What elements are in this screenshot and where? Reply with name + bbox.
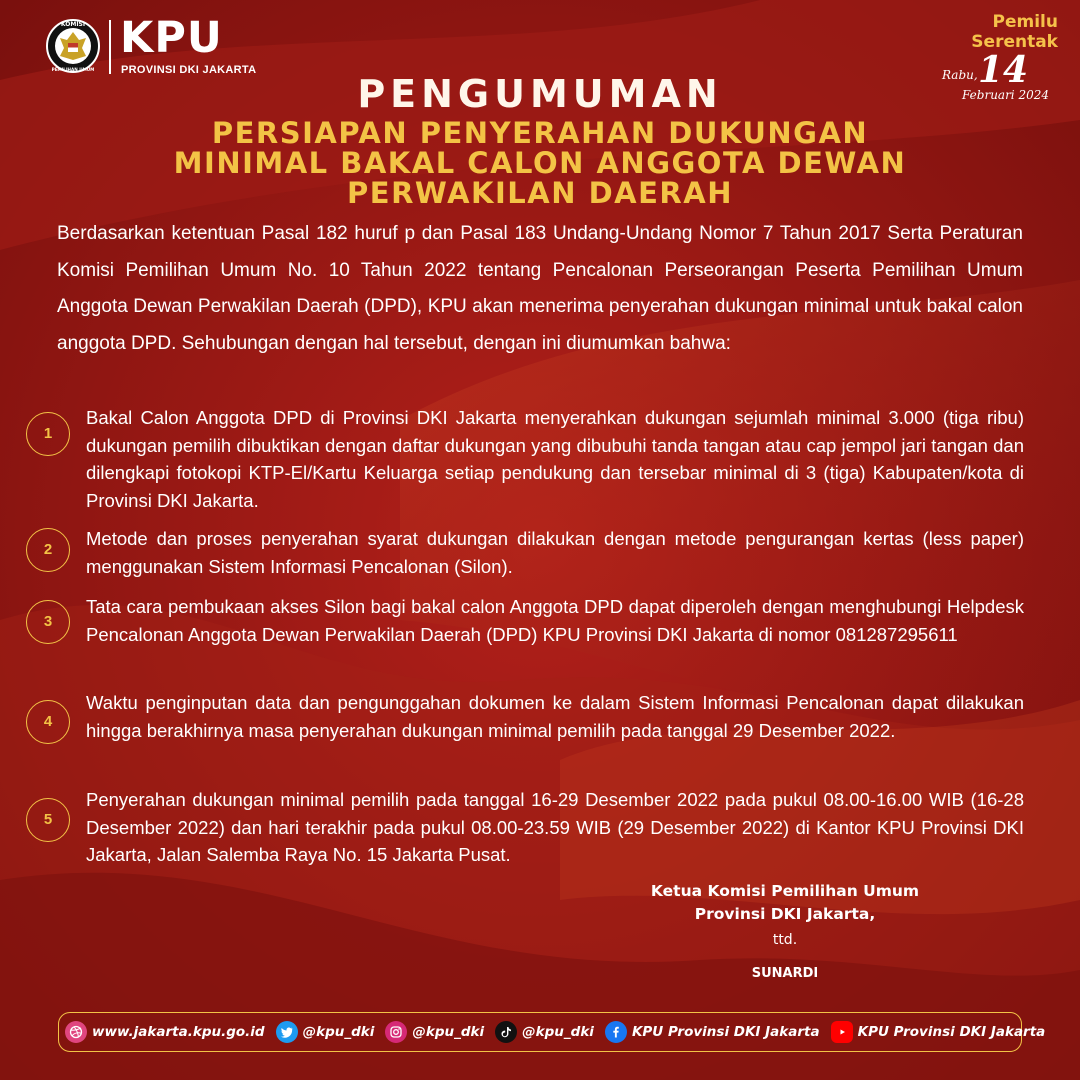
footer-tiktok-link[interactable] xyxy=(495,1021,594,1043)
item-number-badge: 1 xyxy=(26,412,70,456)
signature-ttd: ttd. xyxy=(772,932,798,948)
signature-title-line1: Ketua Komisi Pemilihan Umum xyxy=(650,882,920,900)
youtube-icon xyxy=(831,1021,853,1043)
emblem-label-top: KOMISI xyxy=(60,21,86,28)
footer-youtube-link[interactable] xyxy=(831,1021,1046,1043)
signature-title-line2: Provinsi DKI Jakarta, xyxy=(694,905,876,923)
kpu-logo-text: KPU xyxy=(120,13,223,63)
dribbble-icon xyxy=(65,1021,87,1043)
logo-divider xyxy=(109,20,111,74)
pemilu-month-year: Februari 2024 xyxy=(962,88,1049,102)
pemilu-title-line2: Serentak xyxy=(971,32,1058,52)
footer-youtube-text: KPU Provinsi DKI Jakarta xyxy=(857,1024,1046,1040)
footer-website-link[interactable] xyxy=(65,1021,265,1043)
item-number-badge: 3 xyxy=(26,600,70,644)
item-number-badge: 5 xyxy=(26,798,70,842)
kpu-emblem-logo xyxy=(46,16,100,76)
footer-tiktok-text: @kpu_dki xyxy=(522,1024,594,1040)
twitter-icon xyxy=(276,1021,298,1043)
pemilu-day: Rabu, xyxy=(942,68,978,82)
footer-twitter-text: @kpu_dki xyxy=(302,1024,375,1040)
subtitle-line-2: MINIMAL BAKAL CALON ANGGOTA DEWAN xyxy=(173,146,907,180)
footer-social-bar xyxy=(58,1012,1046,1052)
item-text: Waktu penginputan data dan pengunggahan dokumen ke dalam Sistem Informasi Pencalonan dapat dilakukan hingga berakhirnya masa penyerahan dukungan minimal pemilih pada tanggal 29 Desember 2022. xyxy=(86,692,1024,741)
item-text: Metode dan proses penyerahan syarat dukungan dilakukan dengan metode pengurangan kertas (less paper) menggunakan Sistem Informasi Pencalonan (Silon). xyxy=(86,528,1024,577)
item-text: Bakal Calon Anggota DPD di Provinsi DKI Jakarta menyerahkan dukungan sejumlah minimal 3.000 (tiga ribu) dukungan pemilih dibuktikan dengan daftar dukungan yang dibubuhi tanda tangan atau cap jempol jari tangan dan dilengkapi fotokopi KTP-El/Kartu Keluarga setiap pendukung dan tersebar minimal di 3 (tiga) Kabupaten/kota di Provinsi DKI Jakarta. xyxy=(86,407,1024,511)
page-title: PENGUMUMAN xyxy=(357,72,723,116)
footer-website-text: www.jakarta.kpu.go.id xyxy=(92,1024,265,1040)
page-subtitle xyxy=(60,118,1020,208)
item-number-badge: 4 xyxy=(26,700,70,744)
footer-instagram-text: @kpu_dki xyxy=(412,1024,485,1040)
pemilu-title-line1: Pemilu xyxy=(992,12,1058,32)
signature-name: SUNARDI xyxy=(751,966,819,981)
item-number-badge: 2 xyxy=(26,528,70,572)
footer-twitter-link[interactable] xyxy=(276,1021,375,1043)
tiktok-icon xyxy=(495,1021,517,1043)
subtitle-line-1: PERSIAPAN PENYERAHAN DUKUNGAN xyxy=(211,116,869,150)
signature-block xyxy=(560,880,1010,981)
footer-facebook-link[interactable] xyxy=(605,1021,820,1043)
footer-facebook-text: KPU Provinsi DKI Jakarta xyxy=(631,1024,820,1040)
pemilu-date-number: 14 xyxy=(978,49,1029,91)
item-text: Tata cara pembukaan akses Silon bagi bakal calon Anggota DPD dapat diperoleh dengan menghubungi Helpdesk Pencalonan Anggota Dewan Perwakilan Daerah (DPD) KPU Provinsi DKI Jakarta di nomor 081287295611 xyxy=(86,596,1024,645)
instagram-icon xyxy=(385,1021,407,1043)
intro-paragraph: Berdasarkan ketentuan Pasal 182 huruf p dan Pasal 183 Undang-Undang Nomor 7 Tahun 2017 Serta Peraturan Komisi Pemilihan Umum No. 10 Tahun 2022 tentang Pencalonan Perseorangan Peserta Pemilihan Umum Anggota Dewan Perwakilan Daerah (DPD), KPU akan menerima penyerahan dukungan minimal untuk bakal calon anggota DPD. Sehubungan dengan hal tersebut, dengan ini diumumkan bahwa: xyxy=(57,223,1023,354)
footer-instagram-link[interactable] xyxy=(385,1021,484,1043)
subtitle-line-3: PERWAKILAN DAERAH xyxy=(347,176,733,210)
facebook-icon xyxy=(605,1021,627,1043)
kpu-logo-subtitle: PROVINSI DKI JAKARTA xyxy=(121,64,257,76)
emblem-label-bottom: PEMILIHAN UMUM xyxy=(51,67,95,72)
item-text: Penyerahan dukungan minimal pemilih pada tanggal 16-29 Desember 2022 pada pukul 08.00-16.00 WIB (16-28 Desember 2022) dan hari terakhir pada pukul 08.00-23.59 WIB (29 Desember 2022) di Kantor KPU Provinsi DKI Jakarta, Jalan Salemba Raya No. 15 Jakarta Pusat. xyxy=(86,789,1024,865)
